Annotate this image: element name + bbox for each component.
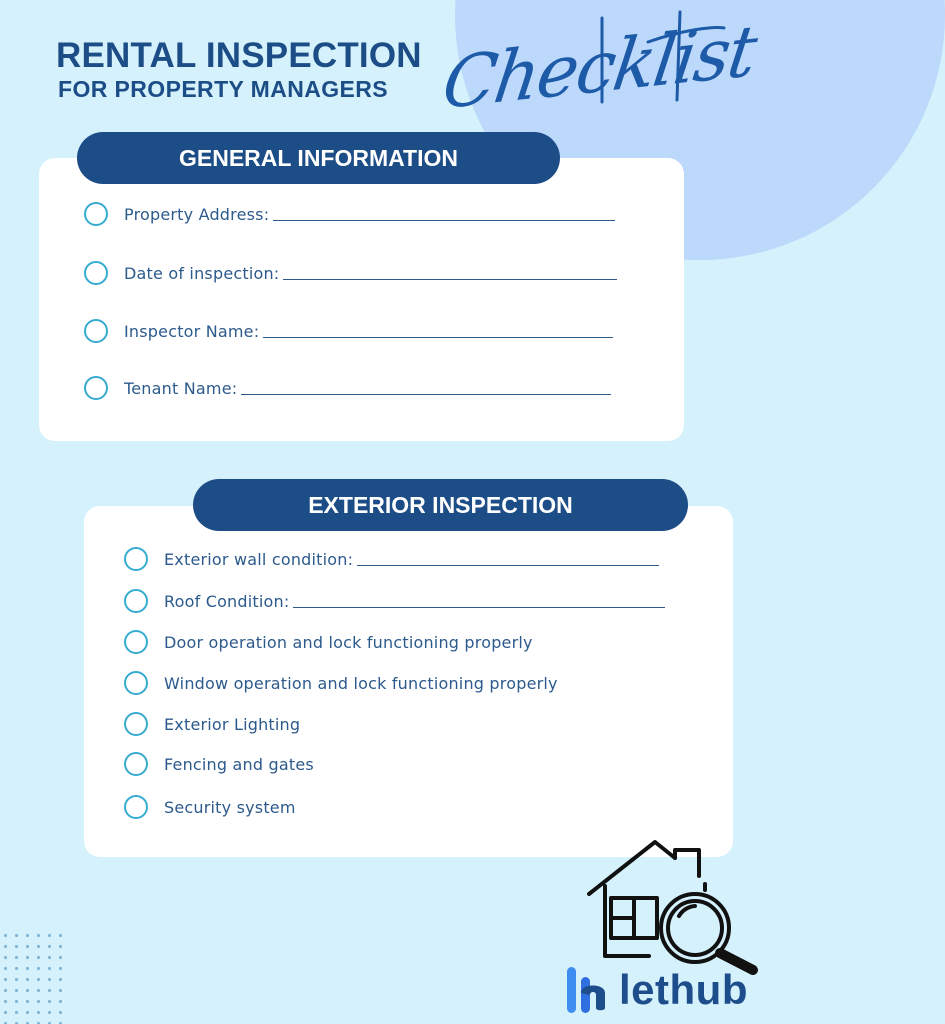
brand-name: lethub bbox=[619, 966, 748, 1013]
radio-circle[interactable] bbox=[124, 752, 148, 776]
checklist-item-roof[interactable] bbox=[124, 589, 665, 613]
item-label: Security system bbox=[164, 797, 296, 817]
fill-in-line[interactable] bbox=[263, 324, 613, 338]
radio-circle[interactable] bbox=[84, 376, 108, 400]
checklist-script-text: Checklist bbox=[437, 9, 761, 126]
checklist-item-door[interactable] bbox=[124, 630, 533, 654]
fill-in-line[interactable] bbox=[241, 381, 611, 395]
general-info-heading: GENERAL INFORMATION bbox=[77, 132, 560, 184]
radio-circle[interactable] bbox=[124, 795, 148, 819]
item-label: Inspector Name: bbox=[124, 321, 260, 341]
checklist-item-lighting[interactable] bbox=[124, 712, 300, 736]
item-label: Exterior Lighting bbox=[164, 714, 301, 734]
radio-circle[interactable] bbox=[84, 202, 108, 226]
house-magnifier-icon bbox=[583, 838, 763, 978]
item-label: Window operation and lock functioning properly bbox=[164, 673, 558, 693]
item-label: Door operation and lock functioning properly bbox=[164, 632, 533, 652]
radio-circle[interactable] bbox=[124, 630, 148, 654]
checklist-script-title bbox=[437, 0, 761, 126]
item-label: Roof Condition: bbox=[164, 591, 290, 611]
page-subtitle: FOR PROPERTY MANAGERS bbox=[58, 76, 389, 102]
fill-in-line[interactable] bbox=[293, 594, 665, 608]
radio-circle[interactable] bbox=[124, 589, 148, 613]
item-label: Date of inspection: bbox=[124, 263, 280, 283]
lethub-logo-icon bbox=[567, 967, 609, 1013]
item-label: Exterior wall condition: bbox=[164, 549, 354, 569]
fill-in-line[interactable] bbox=[273, 207, 615, 221]
checklist-item-property-address[interactable] bbox=[84, 202, 615, 226]
item-label: Fencing and gates bbox=[164, 754, 314, 774]
radio-circle[interactable] bbox=[124, 547, 148, 571]
checklist-item-tenant[interactable] bbox=[84, 376, 611, 400]
checklist-item-fencing[interactable] bbox=[124, 752, 314, 776]
radio-circle[interactable] bbox=[84, 319, 108, 343]
checklist-item-security[interactable] bbox=[124, 795, 296, 819]
checklist-item-inspector[interactable] bbox=[84, 319, 613, 343]
decorative-dot-grid bbox=[0, 930, 70, 1024]
checklist-item-window[interactable] bbox=[124, 671, 558, 695]
checklist-item-exterior-wall[interactable] bbox=[124, 547, 659, 571]
radio-circle[interactable] bbox=[124, 712, 148, 736]
exterior-inspection-heading: EXTERIOR INSPECTION bbox=[193, 479, 688, 531]
radio-circle[interactable] bbox=[124, 671, 148, 695]
fill-in-line[interactable] bbox=[283, 266, 617, 280]
fill-in-line[interactable] bbox=[357, 552, 659, 566]
brand-logo bbox=[567, 962, 748, 1018]
checklist-item-date[interactable] bbox=[84, 261, 617, 285]
radio-circle[interactable] bbox=[84, 261, 108, 285]
page-title: RENTAL INSPECTION bbox=[56, 36, 422, 75]
item-label: Property Address: bbox=[124, 204, 270, 224]
item-label: Tenant Name: bbox=[124, 378, 238, 398]
